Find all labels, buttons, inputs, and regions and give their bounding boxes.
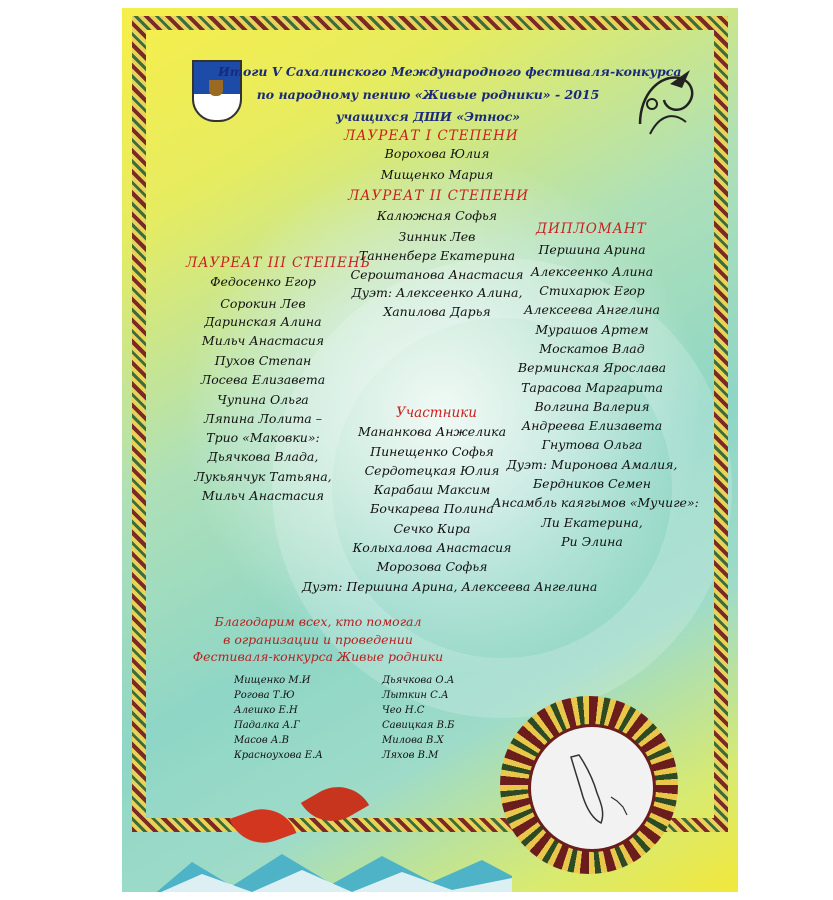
laureate2-name: Сероштанова Анастасия — [350, 267, 524, 282]
diplomant-name: Андреева Елизавета — [521, 418, 663, 433]
staff-name: Красноухова Е.А — [234, 750, 323, 761]
certificate-sheet — [122, 8, 738, 892]
header-line-1: Итоги V Сахалинского Международного фестиваля-конкурса — [218, 64, 682, 79]
laureate2-name: Дуэт: Алексеенко Алина, — [351, 285, 523, 300]
laureate3-name: Чупина Ольга — [217, 392, 309, 407]
staff-name: Чео Н.С — [382, 705, 425, 716]
diplomant-name: Ри Элина — [561, 534, 623, 549]
staff-name: Дьячкова О.А — [382, 675, 455, 686]
diplomant-name: Москатов Влад — [539, 341, 645, 356]
laureate3-name: Сорокин Лев — [220, 296, 306, 311]
staff-name: Милова В.Х — [382, 735, 444, 746]
staff-name: Рогова Т.Ю — [234, 690, 295, 701]
staff-name: Савицкая В.Б — [382, 720, 455, 731]
diplomant-name: Ли Екатерина, — [541, 515, 643, 530]
staff-name: Мищенко М.И — [234, 675, 311, 686]
laureate2-name: Калюжная Софья — [376, 208, 498, 223]
participant-name: Сечко Кира — [393, 521, 471, 536]
laureate3-name: Трио «Маковки»: — [206, 430, 320, 445]
laureate3-name: Федосенко Егор — [210, 274, 316, 289]
laureate3-name: Мильч Анастасия — [201, 488, 325, 503]
participant-name: Бочкарева Полина — [370, 501, 494, 516]
laureate3-name: Лукьянчук Татьяна, — [194, 469, 332, 484]
participant-duet: Дуэт: Першина Арина, Алексеева Ангелина — [302, 579, 598, 594]
laureate3-name: Дьячкова Влада, — [207, 449, 319, 464]
diplomant-name: Тарасова Маргарита — [521, 380, 663, 395]
header-line-3: учащихся ДШИ «Этнос» — [335, 109, 521, 124]
diplomant-name: Мурашов Артем — [535, 322, 649, 337]
diplomant-name: Бердников Семен — [533, 476, 651, 491]
participants-title: Участники — [396, 405, 477, 421]
laureate3-name: Мильч Анастасия — [201, 333, 325, 348]
header-line-2: по народному пению «Живые родники» - 2015 — [256, 87, 600, 102]
participant-name: Сердотецкая Юлия — [364, 463, 500, 478]
laureate2-title: ЛАУРЕАТ II СТЕПЕНИ — [348, 188, 530, 204]
laureate3-name: Даринская Алина — [204, 314, 322, 329]
laureate3-title: ЛАУРЕАТ III СТЕПЕНЬ — [186, 255, 371, 271]
participant-name: Колыхалова Анастасия — [352, 540, 512, 555]
participant-name: Пинещенко Софья — [370, 444, 494, 459]
thanks-line-1: Благодарим всех, кто помогал — [214, 614, 422, 629]
participant-name: Морозова Софья — [376, 559, 488, 574]
staff-name: Масов А.В — [234, 735, 289, 746]
laureate2-name: Танненберг Екатерина — [358, 248, 516, 263]
participant-name: Карабаш Максим — [373, 482, 491, 497]
laureate3-name: Лосева Елизавета — [200, 372, 326, 387]
ornamental-seal-map-icon — [500, 696, 678, 874]
diplomant-name: Алексеева Ангелина — [524, 302, 660, 317]
diplomant-name: Верминская Ярослава — [517, 360, 667, 375]
staff-name: Алешко Е.Н — [234, 705, 298, 716]
laureate2-name: Зинник Лев — [398, 229, 476, 244]
diplomant-name: Першина Арина — [538, 242, 646, 257]
laureate1-name: Мищенко Мария — [380, 167, 494, 182]
diplomant-name: Ансамбль каягымов «Мучиге»: — [492, 495, 699, 510]
diplomant-title: ДИПЛОМАНТ — [536, 221, 647, 237]
participant-name: Мананкова Анжелика — [357, 424, 507, 439]
staff-name: Лыткин С.А — [382, 690, 449, 701]
diplomant-name: Волгина Валерия — [534, 399, 650, 414]
mountain-waves-decoration — [152, 826, 512, 892]
laureate3-name: Ляпина Лолита – — [204, 411, 322, 426]
thanks-line-2: в огранизации и проведении — [223, 632, 413, 647]
laureate1-name: Ворохова Юлия — [384, 146, 490, 161]
diplomant-name: Стихарюк Егор — [539, 283, 645, 298]
diplomant-name: Дуэт: Миронова Амалия, — [506, 457, 678, 472]
diplomant-name: Гнутова Ольга — [541, 437, 643, 452]
staff-name: Ляхов В.М — [382, 750, 439, 761]
diplomant-name: Алексеенко Алина — [530, 264, 654, 279]
laureate2-name: Хапилова Дарья — [383, 304, 491, 319]
thanks-line-3: Фестиваля-конкурса Живые родники — [192, 649, 444, 664]
laureate1-title: ЛАУРЕАТ I СТЕПЕНИ — [344, 128, 519, 144]
staff-name: Падалка А.Г — [234, 720, 300, 731]
laureate3-name: Пухов Степан — [214, 353, 312, 368]
